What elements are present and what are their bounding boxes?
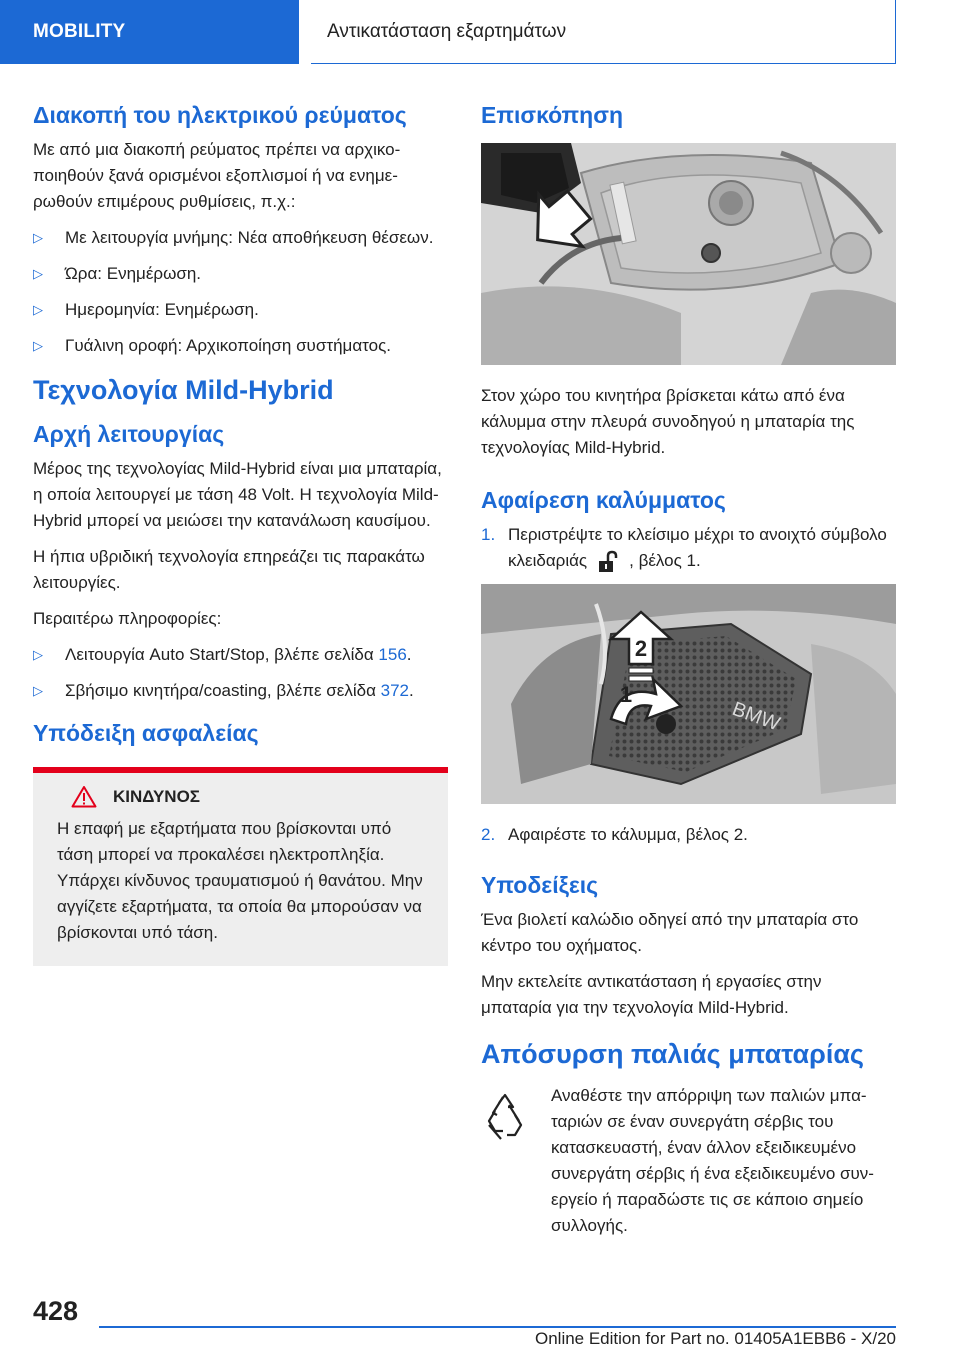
disposal-text: Αναθέστε την απόρριψη των παλιών μπαταριών σε έναν συνεργάτη σέρβις του κατασκευαστή, έναν άλλον εξειδικευμένο συνεργάτη σέρβις ή ένα εξειδικευμένο συνεργείο ή παραδώστε τις σε κάποιο σημείο συλλογής. <box>551 1086 874 1235</box>
arrow-2-label: 2 <box>634 636 648 661</box>
open-lock-icon <box>597 550 619 574</box>
edition-note: Online Edition for Part no. 01405A1EBB6 - X/20 <box>534 1329 896 1348</box>
step-1: 1. Περιστρέψτε το κλείσιμο μέχρι το ανοιχτό σύμβολο κλειδαριάς , βέλος 1. <box>481 522 896 574</box>
warning-label: ΚΙΝΔΥΝΟΣ <box>113 786 200 806</box>
chapter-title: Αντικατάσταση εξαρτημάτων <box>327 20 567 42</box>
notes-heading: Υποδείξεις <box>481 872 599 898</box>
step-number: 2. <box>481 825 496 844</box>
section-title: MOBILITY <box>33 21 126 42</box>
triangle-bullet-icon: ▷ <box>33 230 43 245</box>
power-interruption-intro: Με από μια διακοπή ρεύματος πρέπει να αρχικοποιηθούν ξανά ορισμένοι εξοπλισμοί ή να ενημερωθούν επιμέρους ρυθμίσεις, π.χ.: <box>33 140 401 211</box>
page-number: 428 <box>33 1296 79 1326</box>
remove-cover-steps-2 <box>481 822 896 848</box>
list-item: ▷ Λειτουργία Auto Start/Stop, βλέπε σελίδα 156. <box>33 642 448 668</box>
recycle-icon <box>481 1093 529 1141</box>
list-item: ▷ Σβήσιμο κινητήρα/coasting, βλέπε σελίδα 372. <box>33 678 448 704</box>
mild-hybrid-heading: Τεχνολογία Mild-Hybrid <box>33 375 334 405</box>
arrow-1-label: 1 <box>619 682 633 707</box>
disposal-heading: Απόσυρση παλιάς μπαταρίας <box>481 1039 864 1069</box>
chapter-header <box>311 0 896 64</box>
warning-text: Η επαφή με εξαρτήματα που βρίσκονται υπό τάση μπορεί να προκαλέσει ηλεκτροπληξία. Υπάρχει κίνδυνος τραυματισμού ή θανάτου. Μην αγγίζετε εξαρτήματα, τα οποία θα μπορούσαν να βρίσκονται υπό τάση. <box>57 819 423 942</box>
warning-triangle-icon <box>71 785 97 808</box>
triangle-bullet-icon: ▷ <box>33 683 43 698</box>
page-link-156[interactable]: 156 <box>378 645 407 664</box>
notes-paragraph-2: Μην εκτελείτε αντικατάσταση ή εργασίες στην μπαταρία για την τεχνολογία Mild-Hybrid. <box>481 972 822 1017</box>
safety-heading: Υπόδειξη ασφαλείας <box>33 720 259 746</box>
engine-bay-photo <box>481 143 896 365</box>
svg-text:BMW: BMW <box>729 698 783 736</box>
principle-heading: Αρχή λειτουργίας <box>33 421 225 447</box>
reference-list <box>33 642 448 704</box>
list-item: ▷ Ώρα: Ενημέρωση. <box>33 261 448 287</box>
overview-heading: Επισκόπηση <box>481 102 623 128</box>
triangle-bullet-icon: ▷ <box>33 647 43 662</box>
principle-paragraph-1: Μέρος της τεχνολογίας Mild-Hybrid είναι μια μπαταρία, η οποία λειτουργεί με τάση 48 Volt. Η τεχνολογία Mild-Hybrid μπορεί να μειώσει την κατανάλωση καυσίμου. <box>33 459 442 530</box>
step-2: 2. Αφαιρέστε το κάλυμμα, βέλος 2. <box>481 822 896 848</box>
disposal-block <box>481 1083 896 1249</box>
step-number: 1. <box>481 525 496 544</box>
battery-cover-photo <box>481 584 896 804</box>
list-item: ▷ Ημερομηνία: Ενημέρωση. <box>33 297 448 323</box>
right-column <box>481 100 896 1249</box>
page-link-372[interactable]: 372 <box>380 681 409 700</box>
notes-paragraph-1: Ένα βιολετί καλώδιο οδηγεί από την μπαταρία στο κέντρο του οχήματος. <box>481 910 859 955</box>
left-column <box>33 100 448 966</box>
section-tab <box>0 0 299 64</box>
overview-text: Στον χώρο του κινητήρα βρίσκεται κάτω από ένα κάλυμμα στην πλευρά συνοδηγού η μπαταρία της τεχνολογίας Mild-Hybrid. <box>481 386 855 457</box>
power-interruption-heading: Διακοπή του ηλεκτρικού ρεύματος <box>33 102 407 128</box>
warning-title <box>57 785 424 808</box>
further-info-label: Περαιτέρω πληροφορίες: <box>33 609 222 628</box>
warning-box <box>33 773 448 966</box>
principle-paragraph-2: Η ήπια υβριδική τεχνολογία επηρεάζει τις παρακάτω λειτουργίες. <box>33 547 425 592</box>
power-interruption-list <box>33 225 448 359</box>
triangle-bullet-icon: ▷ <box>33 338 43 353</box>
footer-divider <box>99 1326 896 1328</box>
remove-cover-steps <box>481 522 896 574</box>
remove-cover-heading: Αφαίρεση καλύμματος <box>481 487 726 513</box>
list-item: ▷ Με λειτουργία μνήμης: Νέα αποθήκευση θέσεων. <box>33 225 448 251</box>
triangle-bullet-icon: ▷ <box>33 266 43 281</box>
triangle-bullet-icon: ▷ <box>33 302 43 317</box>
list-item: ▷ Γυάλινη οροφή: Αρχικοποίηση συστήματος. <box>33 333 448 359</box>
